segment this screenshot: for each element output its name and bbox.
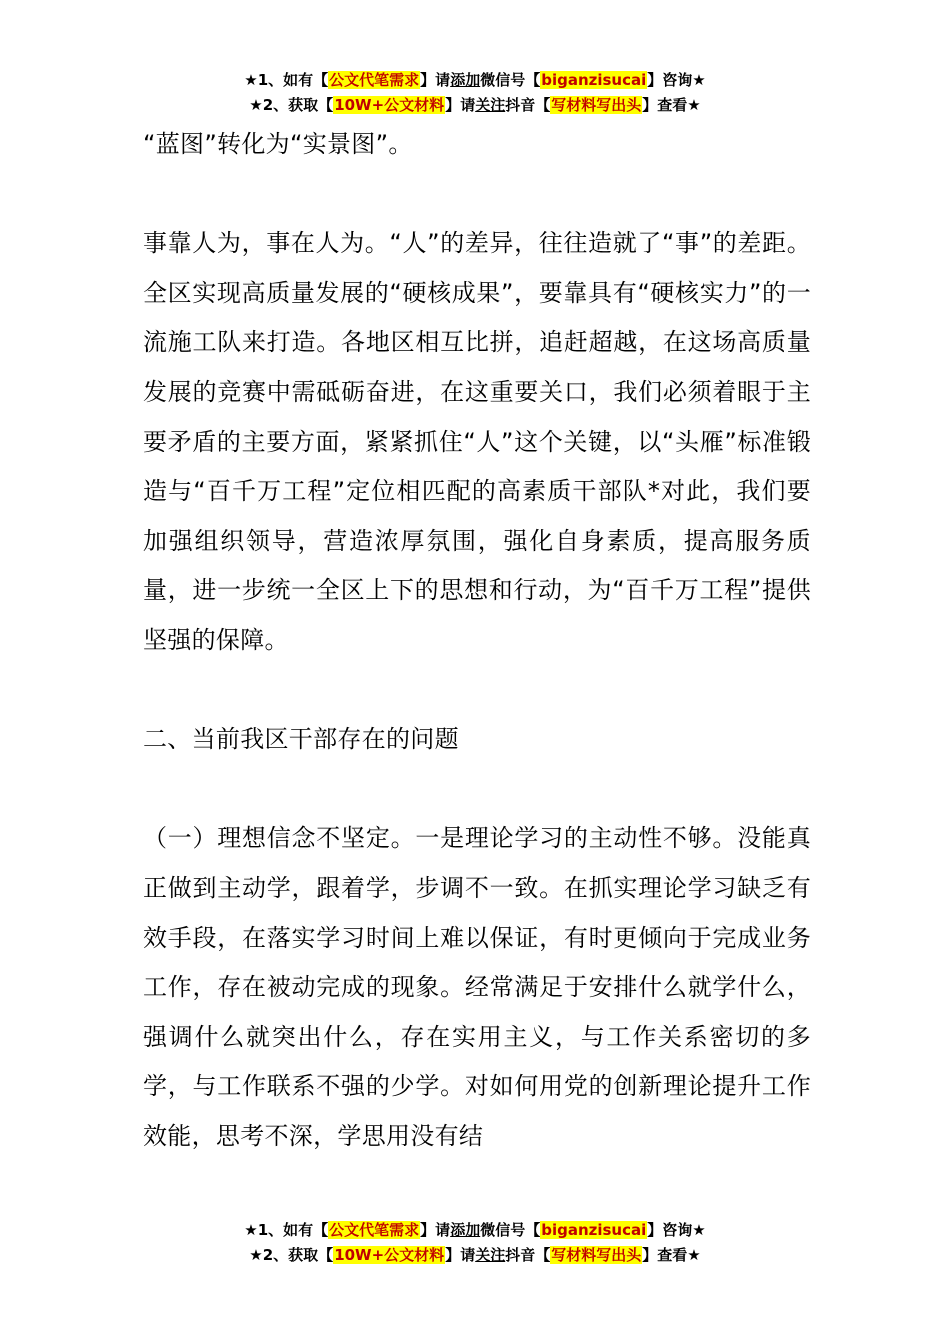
banner-text: ★2、获取【: [249, 1246, 334, 1264]
banner-text: 】请: [445, 1246, 476, 1264]
banner-highlight: biganzisucai: [541, 71, 647, 89]
banner-text: 】请: [420, 71, 451, 89]
banner-text: 抖音【: [505, 1246, 551, 1264]
banner-highlight: 公文代笔需求: [329, 71, 420, 89]
paragraph-blueprint: “蓝图”转化为“实景图”。: [143, 130, 413, 158]
banner-highlight: 10W+公文材料: [334, 96, 445, 114]
banner-text: 】请: [445, 96, 476, 114]
paragraph-beliefs: （一）理想信念不坚定。一是理论学习的主动性不够。没能真正做到主动学，跟着学，步调不一致。在抓实理论学习缺乏有效手段，在落实学习时间上难以保证，有时更倾向于完成业务工作，存在被动完成的现象。经常满足于安排什么就学什么，强调什么就突出什么，存在实用主义，与工作关系密切的多学，与工作联系不强的少学。对如何用党的创新理论提升工作效能，思考不深，学思用没有结: [143, 824, 811, 1150]
footer-banner: [0, 1218, 950, 1268]
banner-underline: 添加: [450, 71, 481, 89]
banner-underline: 添加: [450, 1221, 481, 1239]
banner-line-1: [0, 68, 950, 93]
banner-underline: 关注: [475, 1246, 506, 1264]
banner-text: 】查看★: [642, 1246, 701, 1264]
banner-underline: 关注: [475, 96, 506, 114]
banner-text: ★2、获取【: [249, 96, 334, 114]
banner-highlight: 公文代笔需求: [329, 1221, 420, 1239]
banner-highlight: 10W+公文材料: [334, 1246, 445, 1264]
banner-text: ★1、如有【: [244, 71, 329, 89]
document-body: [143, 120, 811, 1211]
banner-text: 微信号【: [480, 71, 541, 89]
section-heading: 二、当前我区干部存在的问题: [143, 725, 459, 754]
banner-text: 】咨询★: [647, 71, 706, 89]
header-banner: [0, 68, 950, 118]
banner-line-2: [0, 93, 950, 118]
banner-highlight: biganzisucai: [541, 1221, 647, 1239]
banner-text: 微信号【: [480, 1221, 541, 1239]
banner-text: ★1、如有【: [244, 1221, 329, 1239]
banner-highlight: 写材料写出头: [551, 96, 642, 114]
banner-text: 】咨询★: [647, 1221, 706, 1239]
banner-text: 抖音【: [505, 96, 551, 114]
banner-text: 】请: [420, 1221, 451, 1239]
banner-highlight: 写材料写出头: [551, 1246, 642, 1264]
paragraph-people: 事靠人为，事在人为。“人”的差异，往往造就了“事”的差距。全区实现高质量发展的“硬核成果”，要靠具有“硬核实力”的一流施工队来打造。各地区相互比拼，追赶超越，在这场高质量发展的竞赛中需砥砺奋进，在这重要关口，我们必须着眼于主要矛盾的主要方面，紧紧抓住“人”这个关键，以“头雁”标准锻造与“百千万工程”定位相匹配的高素质干部队*对此，我们要加强组织领导，营造浓厚氛围，强化自身素质，提高服务质量，进一步统一全区上下的思想和行动，为“百千万工程”提供坚强的保障。: [143, 229, 811, 654]
banner-line-2: [0, 1243, 950, 1268]
banner-text: 】查看★: [642, 96, 701, 114]
banner-line-1: [0, 1218, 950, 1243]
